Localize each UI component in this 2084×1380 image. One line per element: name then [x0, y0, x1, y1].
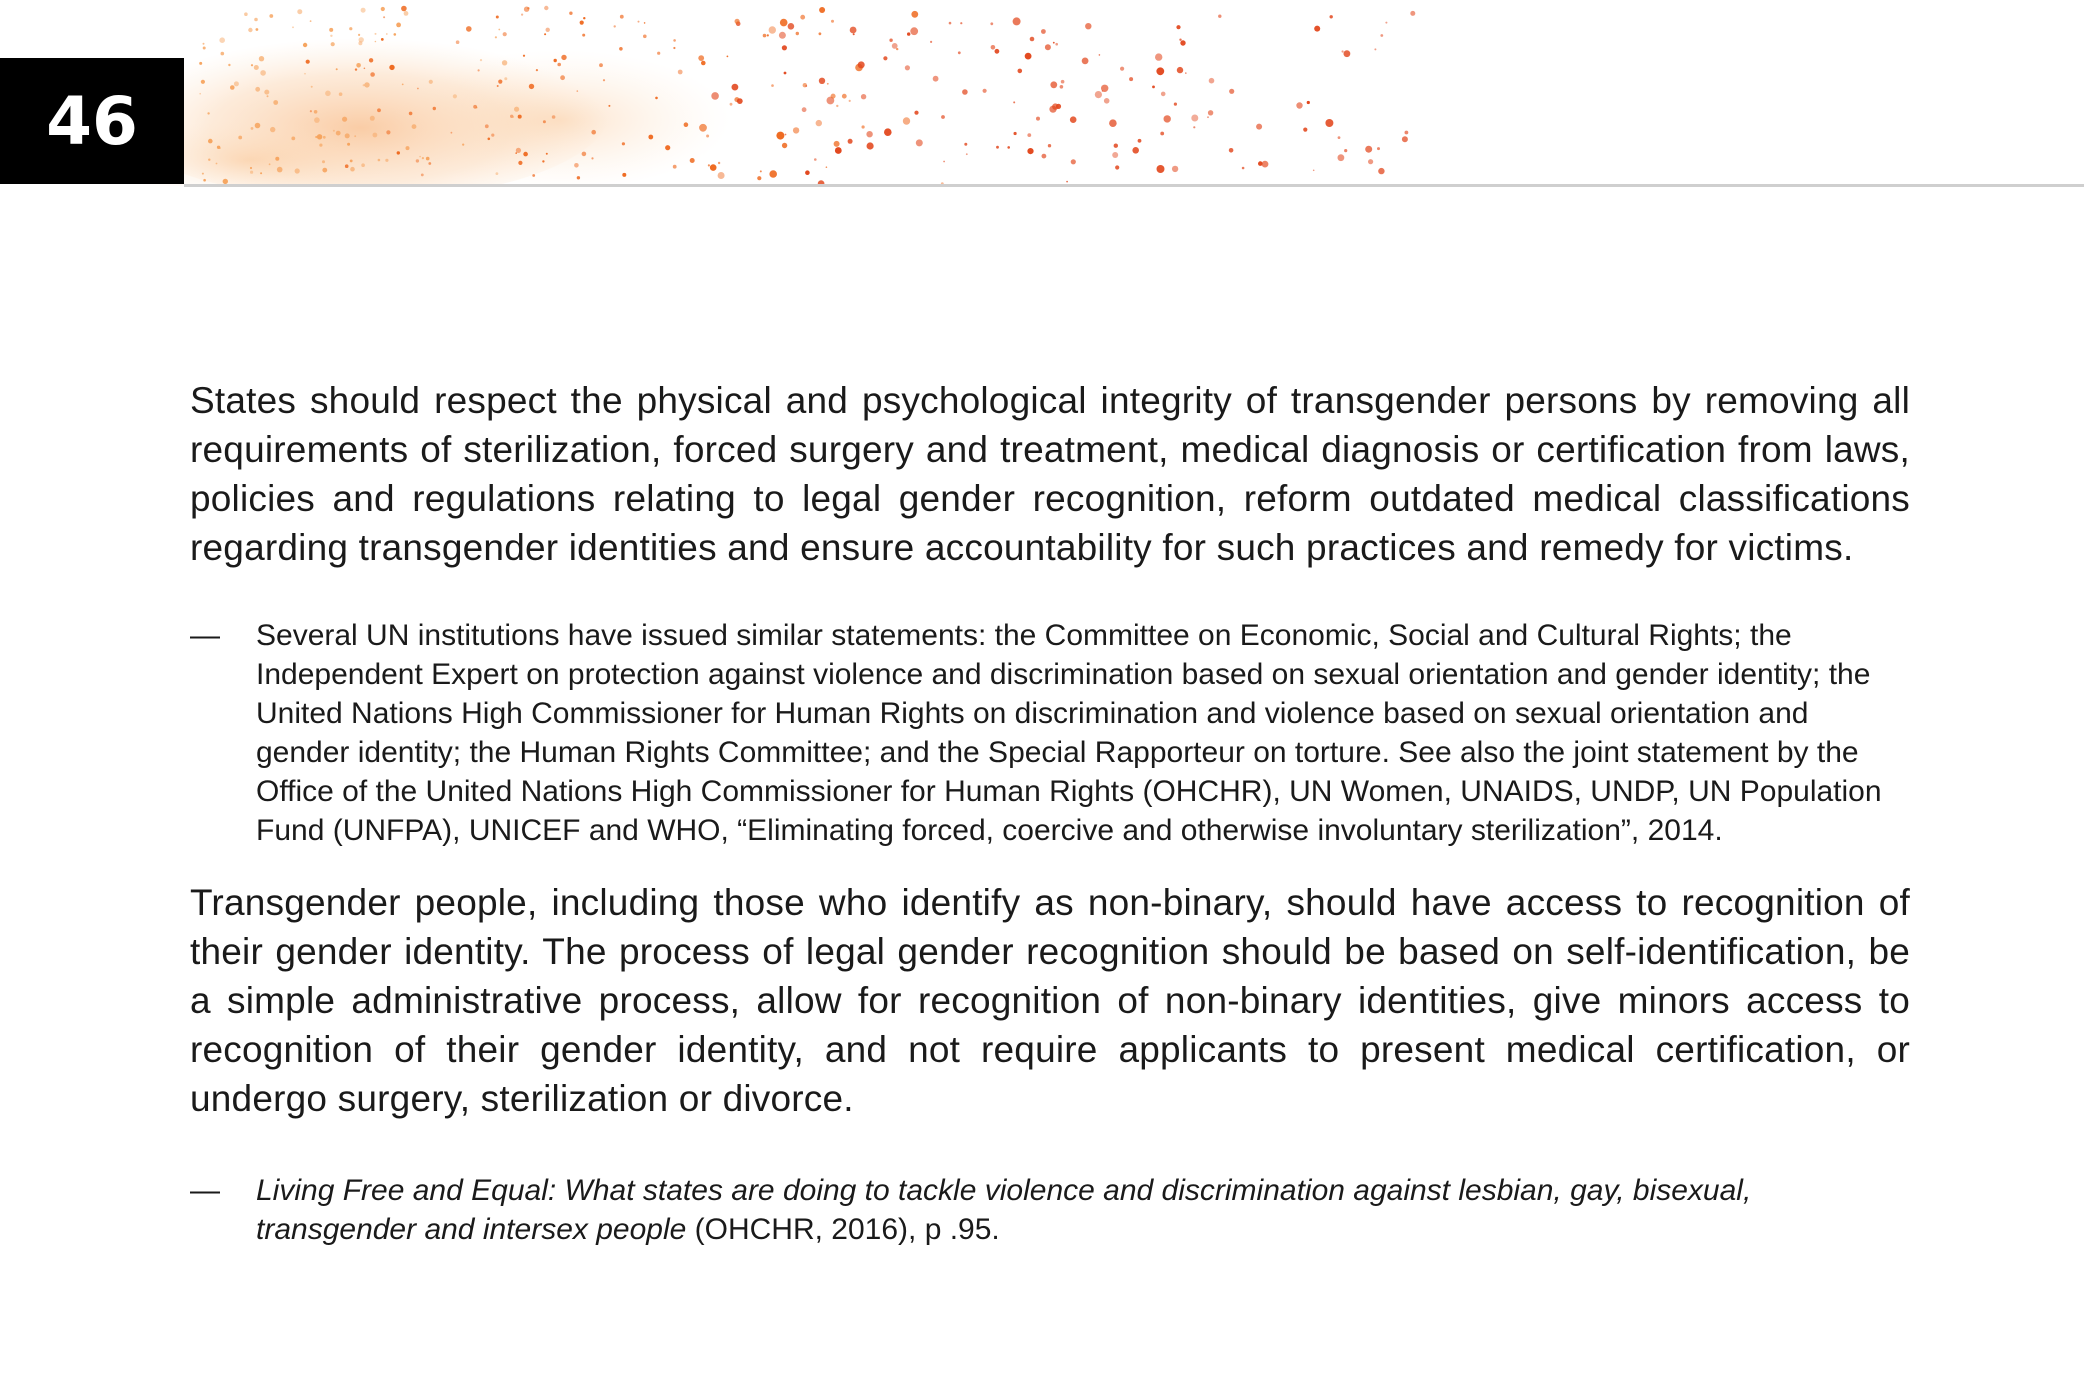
page-content — [190, 376, 1910, 1249]
publication-citation: (OHCHR, 2016), p .95. — [686, 1213, 1000, 1246]
page-header — [0, 0, 2084, 190]
footnote — [190, 616, 1910, 850]
footnote-dash: — — [190, 619, 220, 652]
page-number-badge: 46 — [0, 58, 184, 184]
header-divider — [184, 184, 2084, 187]
body-paragraph: States should respect the physical and psychological integrity of transgender persons by removing all requirements of sterilization, forced surgery and treatment, medical diagnosis or certification from laws, policies and regulations relating to legal gender recognition, reform outdated medical classifications regarding transgender identities and ensure accountability for such practices and remedy for victims. — [190, 380, 1910, 568]
footnote-dash: — — [190, 1174, 220, 1207]
body-paragraph: Transgender people, including those who identify as non-binary, should have access to recognition of their gender identity. The process of legal gender recognition should be based on self-identification, be a simple administrative process, allow for recognition of non-binary identities, give minors access to recognition of their gender identity, and not require applicants to present medical certification, or undergo surgery, sterilization or divorce. — [190, 882, 1910, 1119]
paint-splatter-decoration — [0, 0, 1420, 186]
footnote — [190, 1171, 1910, 1249]
footnote-text: Several UN institutions have issued similar statements: the Committee on Economic, Social and Cultural Rights; the Independent Expert on protection against violence and discrimination based on sexual orientation and gender identity; the United Nations High Commissioner for Human Rights on discrimination and violence based on sexual orientation and gender identity; the Human Rights Committee; and the Special Rapporteur on torture. See also the joint statement by the Office of the United Nations High Commissioner for Human Rights (OHCHR), UN Women, UNAIDS, UNDP, UN Population Fund (UNFPA), UNICEF and WHO, “Eliminating forced, coercive and otherwise involuntary sterilization”, 2014. — [256, 619, 1882, 847]
publication-title: Living Free and Equal: What states are doing to tackle violence and discrimination against lesbian, gay, bisexual, transgender and intersex people — [256, 1174, 1752, 1246]
